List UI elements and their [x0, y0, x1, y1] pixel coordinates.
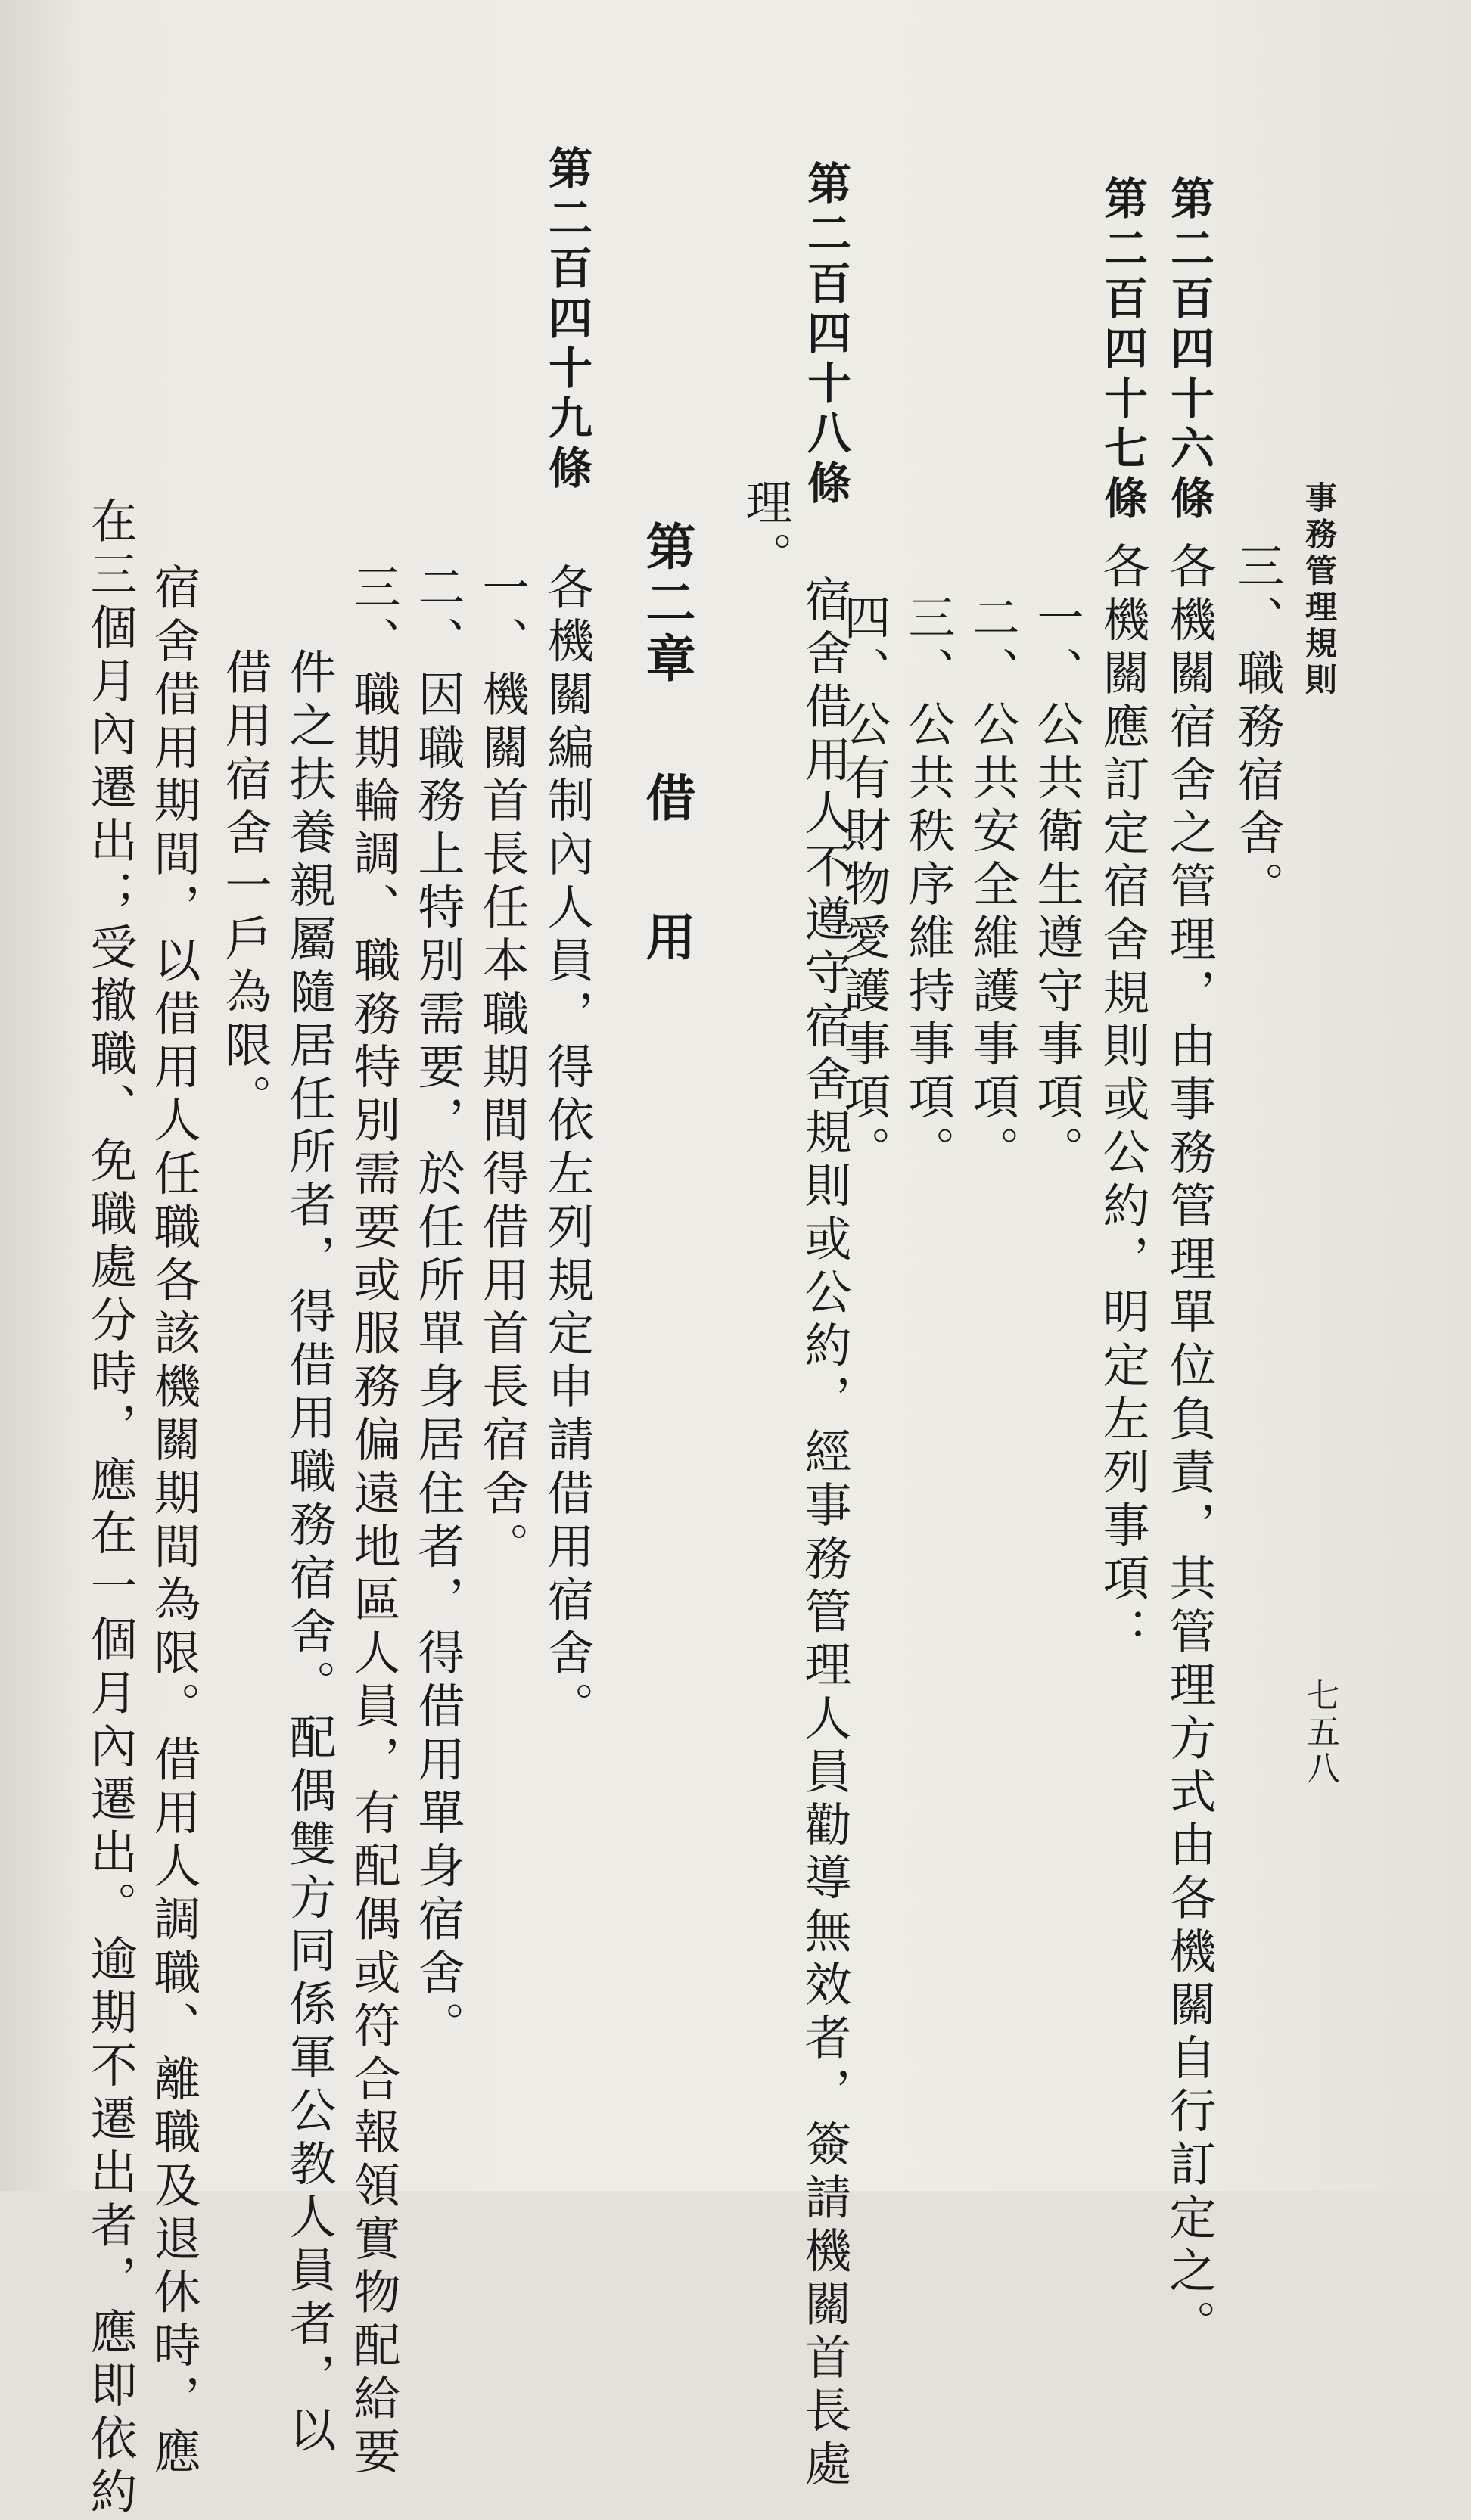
- running-header: 事務管理規則: [1301, 481, 1338, 699]
- list-item-continuation: 件之扶養親屬隨居任所者，得借用職務宿舍。配偶雙方同係軍公教人員者，以: [281, 648, 337, 2459]
- chapter-title-char: 用: [637, 911, 696, 967]
- article-number: 第二百四十六條: [1163, 176, 1214, 525]
- list-item: 二、公共安全維護事項。: [965, 593, 1020, 1179]
- chapter-title-char: 借: [637, 772, 696, 828]
- list-item: 一、公共衛生遵守事項。: [1029, 593, 1084, 1179]
- article-number: 第二百四十八條: [800, 160, 851, 510]
- article-text: 各機關編制內人員，得依左列規定申請借用宿舍。: [540, 563, 595, 1735]
- list-item: 三、職期輪調、職務特別需要或服務偏遠地區人員，有配偶或符合報領實物配給要: [346, 563, 401, 2481]
- chapter-ordinal: 第二章: [637, 520, 696, 688]
- article-number: 第二百四十七條: [1096, 176, 1148, 525]
- list-item: 三、公共秩序維持事項。: [900, 593, 956, 1179]
- list-item: 三、職務宿舍。: [1230, 542, 1285, 915]
- list-item-continuation: 借用宿舍一戶為限。: [217, 648, 272, 1127]
- article-text: 各機關宿舍之管理，由事務管理單位負責，其管理方式由各機關自行訂定之。: [1162, 542, 1217, 2353]
- list-item: 二、因職務上特別需要，於任所單身居住者，得借用單身宿舍。: [410, 563, 465, 2055]
- article-text: 各機關應訂定宿舍規則或公約，明定左列事項：: [1095, 542, 1150, 1661]
- page-number: 七五八: [1301, 1678, 1339, 1787]
- paragraph: 在三個月內遷出；受撤職、免職處分時，應在一個月內遷出。逾期不遷出者，應即依約: [82, 496, 138, 2520]
- paragraph: 宿舍借用期間，以借用人任職各該機關期間為限。借用人調職、離職及退休時，應: [146, 563, 201, 2481]
- chapter-heading: [637, 520, 696, 967]
- article-text: 宿舍借用人不遵守宿舍規則或公約，經事務管理人員勸導無效者，簽請機關首長處: [797, 575, 852, 2493]
- article-number: 第二百四十九條: [541, 145, 592, 495]
- article-continuation: 理。: [738, 478, 793, 585]
- list-item: 一、機關首長任本職期間得借用首長宿舍。: [474, 563, 530, 1575]
- list-item: 四、公有財物愛護事項。: [836, 593, 891, 1179]
